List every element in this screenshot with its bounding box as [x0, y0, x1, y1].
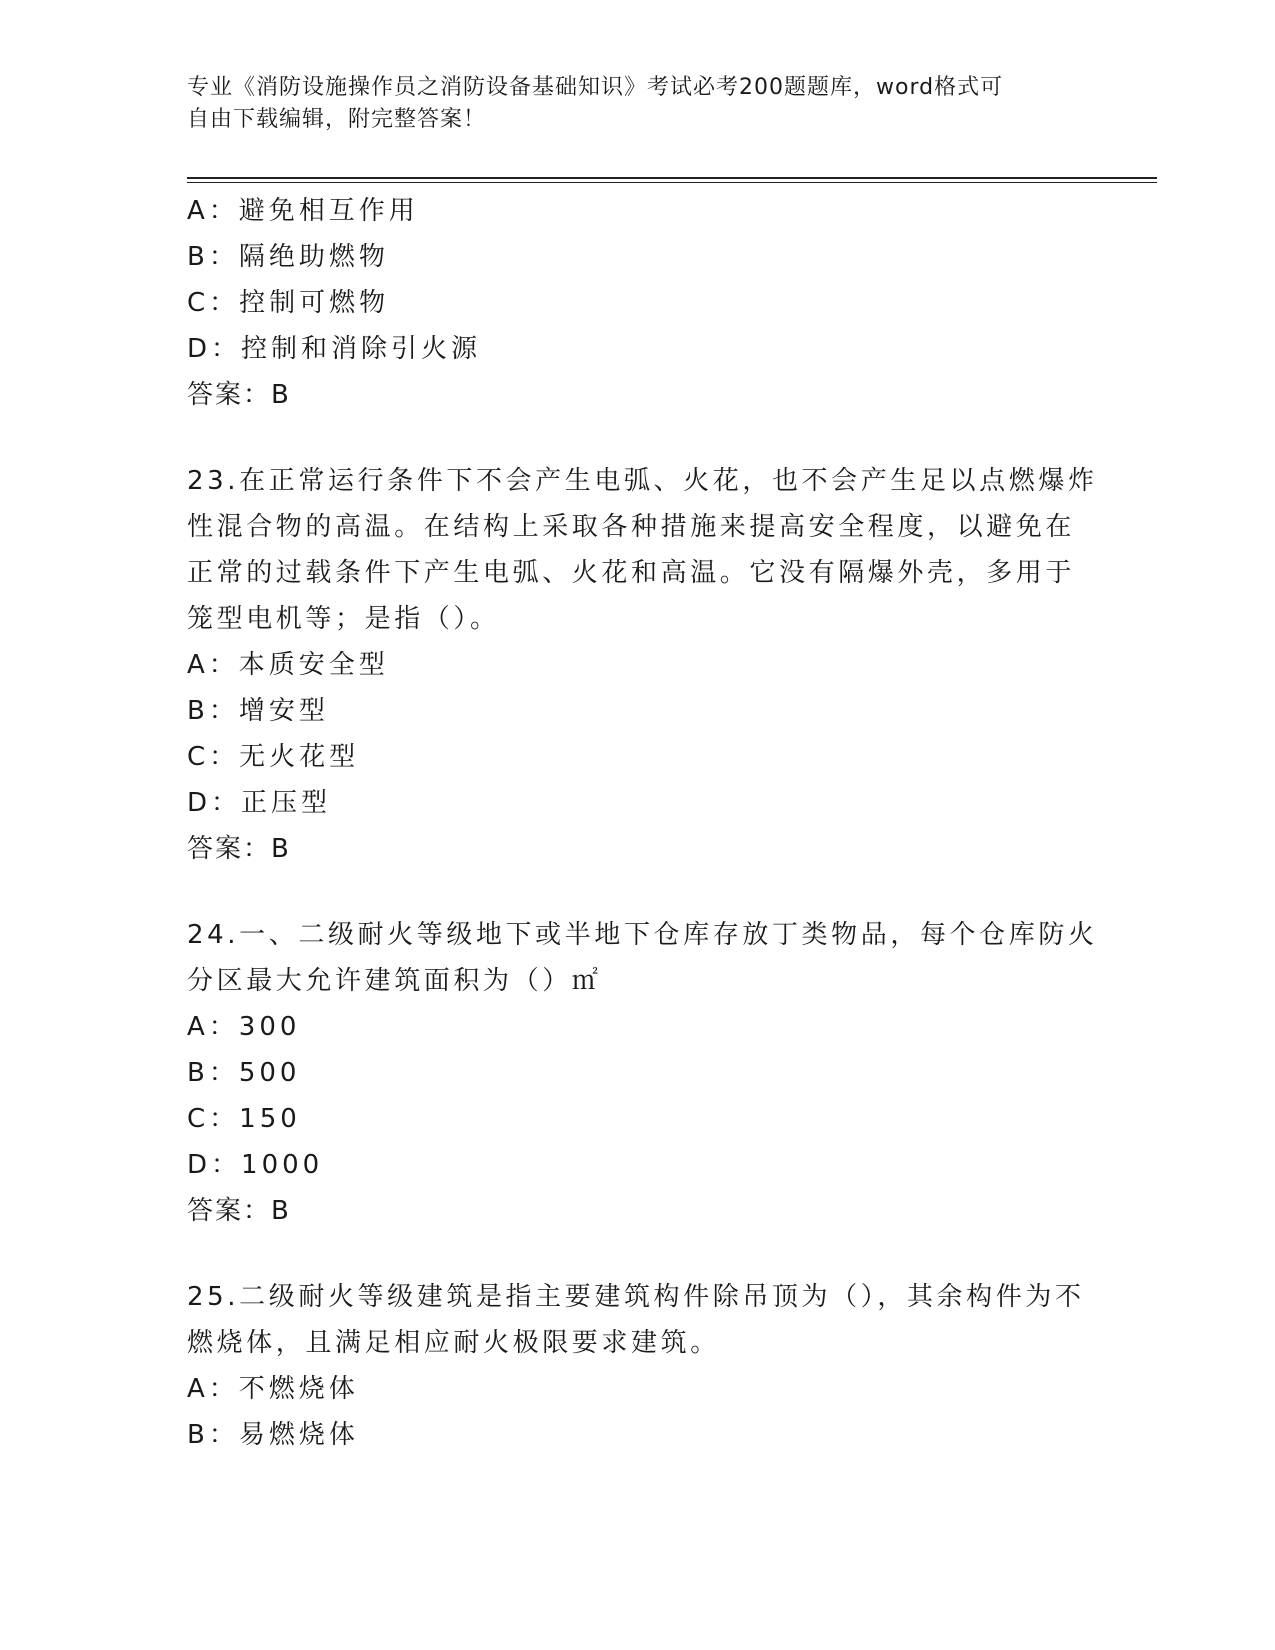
- question-line: 23.在正常运行条件下不会产生电弧、火花，也不会产生足以点燃爆炸: [187, 466, 1098, 496]
- option-c: C：无火花型: [187, 742, 360, 772]
- question-line: 分区最大允许建筑面积为（）㎡: [187, 966, 602, 996]
- header-rule-thin: [187, 182, 1157, 183]
- option-b: B：易燃烧体: [187, 1420, 359, 1450]
- option-a: A：不燃烧体: [187, 1374, 359, 1404]
- option-b: B：增安型: [187, 696, 329, 726]
- question-line: 性混合物的高温。在结构上采取各种措施来提高安全程度，以避免在: [187, 512, 1076, 542]
- question-22-tail: [187, 188, 1087, 418]
- header-rule-thick: [187, 177, 1157, 179]
- question-line: 笼型电机等；是指（）。: [187, 604, 500, 634]
- answer-text: 答案：B: [187, 1196, 291, 1226]
- option-c: C：控制可燃物: [187, 288, 390, 318]
- question-line: 燃烧体，且满足相应耐火极限要求建筑。: [187, 1328, 720, 1358]
- option-b: B：隔绝助燃物: [187, 242, 389, 272]
- header-line-1: 专业《消防设施操作员之消防设备基础知识》考试必考200题题库，word格式可: [187, 75, 1004, 100]
- question-24: [187, 912, 1098, 1234]
- answer-text: 答案：B: [187, 380, 291, 410]
- question-line: 25.二级耐火等级建筑是指主要建筑构件除吊顶为（），其余构件为不: [187, 1282, 1085, 1312]
- option-c: C：150: [187, 1104, 301, 1134]
- question-content: [187, 188, 1098, 1458]
- option-d: D：控制和消除引火源: [187, 334, 482, 364]
- question-line: 正常的过载条件下产生电弧、火花和高温。它没有隔爆外壳，多用于: [187, 558, 1076, 588]
- header-line-2: 自由下载编辑，附完整答案！: [187, 107, 487, 132]
- question-text: [187, 912, 1098, 1004]
- option-a: A：300: [187, 1012, 301, 1042]
- question-text: [187, 458, 1098, 642]
- option-b: B：500: [187, 1058, 301, 1088]
- question-25: [187, 1274, 1087, 1458]
- option-d: D：1000: [187, 1150, 324, 1180]
- option-a: A：避免相互作用: [187, 196, 419, 226]
- option-d: D：正压型: [187, 788, 332, 818]
- document-header: [187, 72, 1067, 136]
- option-a: A：本质安全型: [187, 650, 389, 680]
- answer-text: 答案：B: [187, 834, 291, 864]
- question-23: [187, 458, 1098, 872]
- question-text: [187, 1274, 1087, 1366]
- question-line: 24.一、二级耐火等级地下或半地下仓库存放丁类物品，每个仓库防火: [187, 920, 1098, 950]
